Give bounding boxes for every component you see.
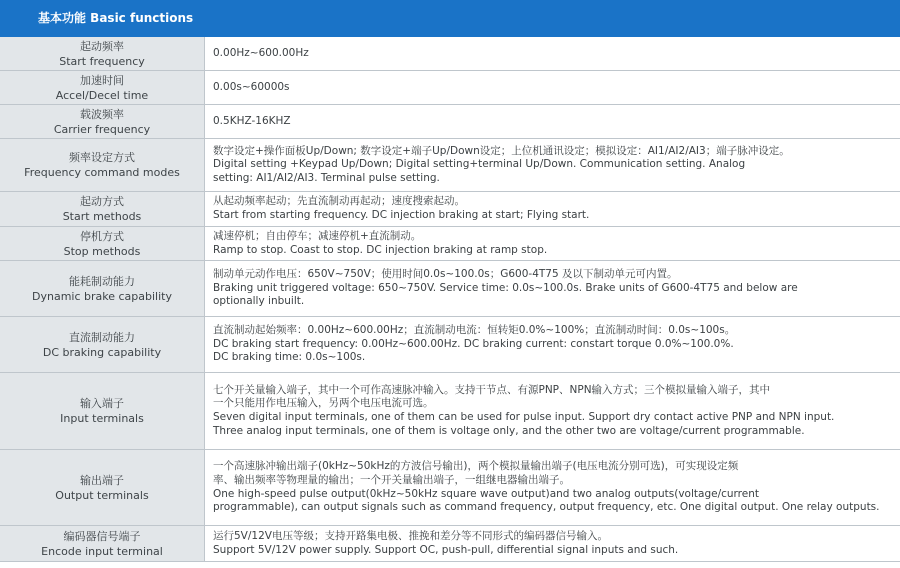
- value-line: Three analog input terminals, one of them is voltage only, and the other two are voltage/current programmable.: [213, 424, 805, 437]
- label-cn: 编码器信号端子: [63, 529, 141, 543]
- value-line: One high-speed pulse output(0kHz~50kHz square wave output)and two analog outputs(voltage/current: [213, 487, 759, 500]
- label-en: Carrier frequency: [53, 122, 151, 136]
- value-line: 0.00Hz~600.00Hz: [213, 46, 309, 59]
- label-en: Frequency command modes: [24, 166, 180, 179]
- table-row: [0, 317, 900, 373]
- value-line: 率、输出频率等物理量的输出；一个开关量输出端子，一组继电器输出端子。: [213, 473, 570, 486]
- table-row: [0, 227, 900, 261]
- value-line: DC braking time: 0.0s~100s.: [213, 351, 366, 364]
- label-en: Encode input terminal: [41, 544, 163, 558]
- value-line: 一个高速脉冲输出端子(0kHz~50kHz的方波信号输出)，两个模拟量输出端子(电压电流分别可选)，可实现设定频: [213, 460, 739, 473]
- label-en: Start frequency: [59, 54, 145, 68]
- row-label: [0, 71, 205, 104]
- row-value: [205, 526, 900, 561]
- label-en: Output terminals: [55, 488, 149, 502]
- label-en: Accel/Decel time: [55, 88, 149, 102]
- value-line: Braking unit triggered voltage: 650~750V. Service time: 0.0s~100.0s. Brake units of G600-4T75 and below are: [213, 281, 798, 294]
- row-label: [0, 192, 205, 226]
- row-label: [0, 139, 205, 191]
- label-cn: 载波频率: [80, 107, 124, 121]
- table-row: [0, 37, 900, 71]
- label-cn: 输出端子: [80, 473, 124, 487]
- row-value: [205, 37, 900, 70]
- value-line: programmable), can output signals such as command frequency, output frequency, etc. One digital output. One relay outputs.: [213, 501, 880, 514]
- label-cn: 起动方式: [80, 195, 124, 208]
- value-line: Ramp to stop. Coast to stop. DC injection braking at ramp stop.: [213, 243, 548, 256]
- table-row: [0, 526, 900, 562]
- label-en: DC braking capability: [42, 345, 162, 359]
- table-row: [0, 373, 900, 450]
- value-line: Support 5V/12V power supply. Support OC, push-pull, differential signal inputs and such.: [213, 543, 679, 556]
- row-label: [0, 317, 205, 372]
- value-line: Seven digital input terminals, one of them can be used for pulse input. Support dry contact active PNP and NPN input.: [213, 411, 835, 423]
- label-cn: 频率设定方式: [69, 151, 135, 164]
- table-row: [0, 192, 900, 227]
- label-en: Dynamic brake capability: [32, 289, 172, 303]
- row-label: [0, 373, 205, 449]
- value-line: 一个只能用作电压输入，另两个电压电流可选。: [213, 397, 434, 410]
- row-value: [205, 192, 900, 226]
- label-cn: 加速时间: [80, 73, 124, 87]
- row-label: [0, 261, 205, 316]
- row-value: [205, 105, 900, 138]
- label-cn: 输入端子: [80, 397, 124, 410]
- value-line: 直流制动起始频率：0.00Hz~600.00Hz；直流制动电流：恒转矩0.0%~100%；直流制动时间：0.0s~100s。: [213, 324, 736, 337]
- table-row: [0, 139, 900, 192]
- row-label: [0, 37, 205, 70]
- value-line: setting: AI1/AI2/AI3. Terminal pulse setting.: [213, 171, 440, 184]
- row-value: [205, 71, 900, 104]
- value-line: 七个开关量输入端子，其中一个可作高速脉冲输入。支持干节点、有源PNP、NPN输入方式；三个模拟量输入端子，其中: [213, 383, 771, 396]
- row-value: [205, 227, 900, 260]
- value-line: 数字设定+操作面板Up/Down; 数字设定+端子Up/Down设定；上位机通讯设定；模拟设定：AI1/AI2/AI3；端子脉冲设定。: [213, 144, 790, 157]
- row-value: [205, 317, 900, 372]
- value-line: Start from starting frequency. DC injection braking at start; Flying start.: [213, 209, 590, 221]
- table-row: [0, 450, 900, 526]
- label-cn: 能耗制动能力: [69, 274, 135, 288]
- row-label: [0, 227, 205, 260]
- row-label: [0, 450, 205, 525]
- label-en: Stop methods: [63, 244, 141, 258]
- label-cn: 停机方式: [80, 229, 124, 243]
- row-label: [0, 526, 205, 561]
- value-line: 从起动频率起动；先直流制动再起动；速度搜索起动。: [213, 195, 465, 208]
- label-en: Start methods: [62, 210, 142, 223]
- row-label: [0, 105, 205, 138]
- table-row: [0, 71, 900, 105]
- label-cn: 直流制动能力: [69, 330, 135, 344]
- row-value: [205, 373, 900, 449]
- row-value: [205, 261, 900, 316]
- value-line: optionally inbuilt.: [213, 295, 305, 308]
- label-en: Input terminals: [60, 412, 144, 425]
- table-row: [0, 105, 900, 139]
- value-line: 减速停机；自由停车；减速停机+直流制动。: [213, 229, 422, 242]
- label-cn: 起动频率: [80, 39, 124, 53]
- spec-table: [0, 37, 900, 562]
- table-row: [0, 261, 900, 317]
- value-line: 0.00s~60000s: [213, 80, 290, 93]
- section-header: 基本功能 Basic functions: [0, 0, 900, 37]
- value-line: 0.5KHZ-16KHZ: [213, 114, 291, 127]
- value-line: Digital setting +Keypad Up/Down; Digital setting+terminal Up/Down. Communication setting. Analog: [213, 158, 746, 171]
- value-line: 运行5V/12V电压等级；支持开路集电极、推挽和差分等不同形式的编码器信号输入。: [213, 529, 608, 542]
- row-value: [205, 450, 900, 525]
- row-value: [205, 139, 900, 191]
- value-line: 制动单元动作电压：650V~750V；使用时间0.0s~100.0s；G600-4T75 及以下制动单元可内置。: [213, 268, 678, 281]
- value-line: DC braking start frequency: 0.00Hz~600.00Hz. DC braking current: constart torque 0.0%~100.0%.: [213, 337, 734, 350]
